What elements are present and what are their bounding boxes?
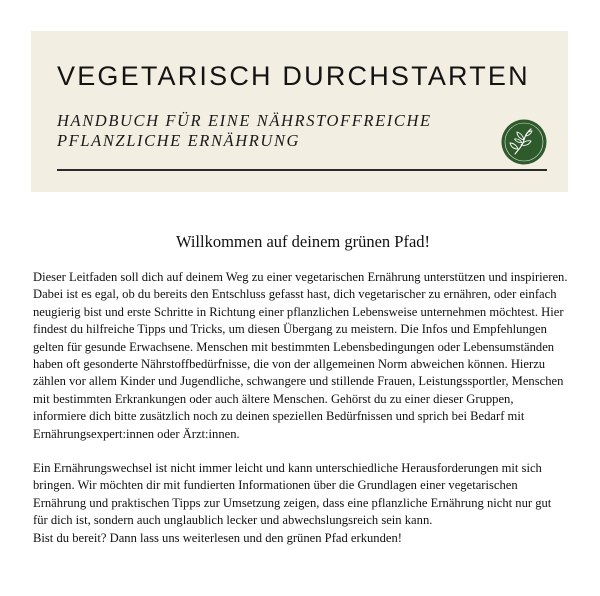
header-divider [57, 169, 547, 171]
text-line: Dieser Leitfaden soll dich auf deinem Weg zu einer vegetarischen Ernährung unterstützen und inspirieren. [33, 270, 568, 284]
text-line: zählen vor allem Kinder und Jugendliche, schwangere und stillende Frauen, Leistungssportler, Menschen [33, 374, 564, 389]
subtitle-line: PFLANZLICHE ERNÄHRUNG [57, 131, 301, 150]
intro-paragraph [33, 269, 573, 443]
text-line: neugierig bist und erste Schritte in Richtung einer pflanzlichen Lebensweise unternehmen möchtest. Hier [33, 304, 564, 319]
text-line: findest du hilfreiche Tipps und Tricks, um diesen Übergang zu meistern. Die Infos und Empfehlungen [33, 322, 547, 337]
text-line: Ein Ernährungswechsel ist nicht immer leicht und kann unterschiedliche Herausforderungen mit sich [33, 461, 542, 476]
text-line: Ernährung und praktischen Tipps zur Umsetzung zeigen, dass eine pflanzliche Ernährung nicht nur gut [33, 495, 552, 510]
text-line: haben oft gesonderte Nährstoffbedürfnisse, die von der allgemeinen Norm abweichen können. Hierzu [33, 357, 546, 372]
page-subtitle [57, 111, 432, 151]
page-title: VEGETARISCH DURCHSTARTEN [57, 61, 530, 91]
main-content [33, 232, 573, 547]
text-line: bringen. Wir möchten dir mit fundierten Informationen über die Grundlagen einer vegetarischen [33, 478, 518, 493]
header-banner [31, 31, 568, 192]
text-line: gelten für gesunde Erwachsene. Menschen mit bestimmten Lebensbedingungen oder Lebensumständen [33, 339, 555, 354]
text-line: für dich ist, sondern auch unglaublich lecker und abwechslungsreich sein kann. [33, 513, 433, 528]
text-line: Ernährungsexpert:innen oder Ärzt:innen. [33, 426, 240, 441]
subtitle-line: HANDBUCH FÜR EINE NÄHRSTOFFREICHE [57, 111, 432, 130]
text-line: informiere dich bitte zusätzlich noch zu deinen speziellen Bedürfnissen und sprich bei Bedarf mit [33, 409, 525, 424]
welcome-heading: Willkommen auf deinem grünen Pfad! [175, 232, 431, 251]
text-line: Dabei ist es egal, ob du bereits den Entschluss gefasst hast, dich vegetarischer zu ernähren, oder einfach [33, 287, 557, 302]
outro-paragraph [33, 460, 573, 547]
text-line: mit bestimmten Erkrankungen oder auch ältere Menschen. Gehörst du zu einer dieser Gruppen, [33, 391, 514, 406]
text-line: Bist du bereit? Dann lass uns weiterlesen und den grünen Pfad erkunden! [33, 530, 402, 545]
sprout-leaf-icon [501, 119, 547, 165]
